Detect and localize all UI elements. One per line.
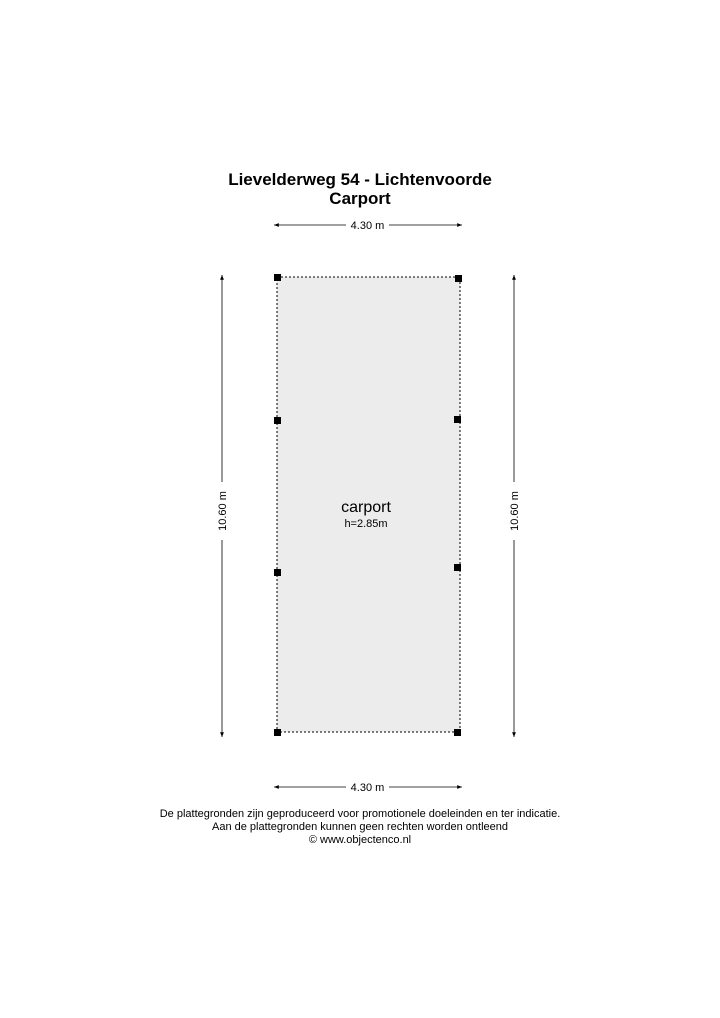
dimension-right (509, 275, 521, 737)
post-mid-left-upper (274, 417, 281, 424)
copyright-line: © www.objectenco.nl (308, 834, 412, 846)
dimension-left-label: 10.60 m (217, 491, 229, 531)
room-height-label: h=2.85m (344, 518, 388, 530)
post-bottom-right (454, 729, 461, 736)
dimension-left (217, 275, 229, 737)
dimension-top-label: 4.30 m (350, 220, 385, 232)
post-mid-right-lower (454, 564, 461, 571)
dimension-bottom (274, 782, 462, 794)
dimension-bottom-label: 4.30 m (350, 782, 385, 794)
disclaimer-line-1: De plattegronden zijn geproduceerd voor promotionele doeleinden en ter indicatie. (159, 808, 561, 820)
dimension-top (274, 220, 462, 232)
post-top-right (455, 275, 462, 282)
room-name-label: carport (341, 499, 391, 516)
plan-floor-title: Carport (329, 189, 391, 208)
plan-address-title: Lievelderweg 54 - Lichtenvoorde (228, 170, 492, 189)
post-mid-right-upper (454, 416, 461, 423)
post-bottom-left (274, 729, 281, 736)
post-top-left (274, 274, 281, 281)
post-mid-left-lower (274, 569, 281, 576)
disclaimer-line-2: Aan de plattegronden kunnen geen rechten worden ontleend (211, 821, 508, 833)
dimension-right-label: 10.60 m (509, 491, 521, 531)
